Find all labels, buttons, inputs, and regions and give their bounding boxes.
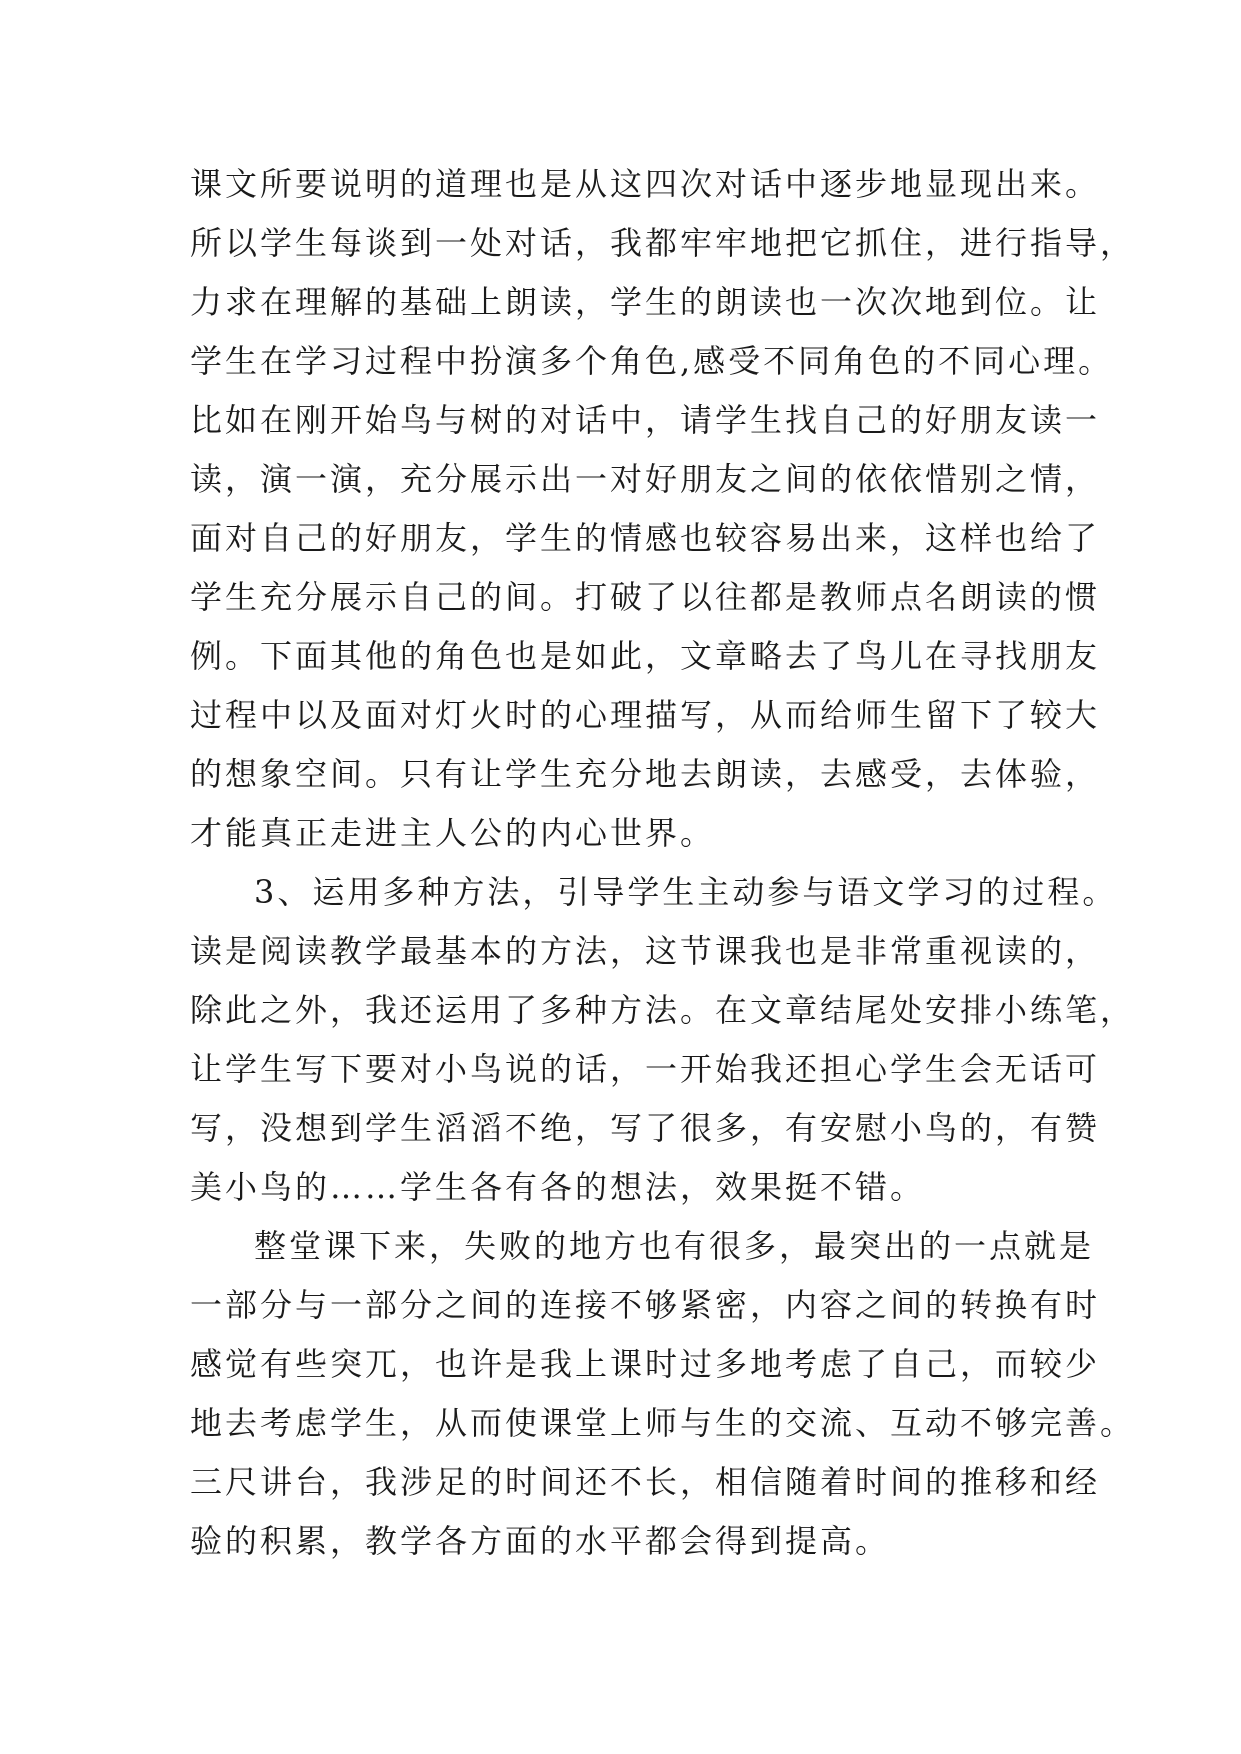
paragraph-1-line-8: 学生充分展示自己的间。打破了以往都是教师点名朗读的惯 (190, 578, 1101, 616)
paragraph-1-line-12: 才能真正走进主人公的内心世界。 (190, 814, 716, 852)
paragraph-1-line-2: 所以学生每谈到一处对话，我都牢牢地把它抓住，进行指导， (190, 224, 1136, 262)
paragraph-2-line-1: 3、运用多种方法，引导学生主动参与语文学习的过程。 (254, 873, 1118, 911)
paragraph-2-line-6: 美小鸟的……学生各有各的想法，效果挺不错。 (190, 1168, 926, 1206)
paragraph-2-line-2: 读是阅读教学最基本的方法，这节课我也是非常重视读的， (190, 932, 1101, 970)
paragraph-1-line-3: 力求在理解的基础上朗读，学生的朗读也一次次地到位。让 (190, 283, 1101, 321)
paragraph-1-line-11: 的想象空间。只有让学生充分地去朗读，去感受，去体验， (190, 755, 1101, 793)
paragraph-3-line-1: 整堂课下来，失败的地方也有很多，最突出的一点就是 (254, 1227, 1095, 1265)
paragraph-3-line-4: 地去考虑学生，从而使课堂上师与生的交流、互动不够完善。 (190, 1404, 1136, 1442)
paragraph-1-line-6: 读，演一演，充分展示出一对好朋友之间的依依惜别之情， (190, 460, 1101, 498)
paragraph-1-line-9: 例。下面其他的角色也是如此，文章略去了鸟儿在寻找朋友 (190, 637, 1101, 675)
paragraph-2-line-5: 写，没想到学生滔滔不绝，写了很多，有安慰小鸟的，有赞 (190, 1109, 1101, 1147)
paragraph-1-line-7: 面对自己的好朋友，学生的情感也较容易出来，这样也给了 (190, 519, 1101, 557)
paragraph-3-line-6: 验的积累，教学各方面的水平都会得到提高。 (190, 1522, 891, 1560)
paragraph-1-line-4: 学生在学习过程中扮演多个角色,感受不同角色的不同心理。 (190, 342, 1114, 380)
paragraph-1-line-5: 比如在刚开始鸟与树的对话中，请学生找自己的好朋友读一 (190, 401, 1101, 439)
paragraph-3-line-3: 感觉有些突兀，也许是我上课时过多地考虑了自己，而较少 (190, 1345, 1101, 1383)
paragraph-2-line-3: 除此之外，我还运用了多种方法。在文章结尾处安排小练笔， (190, 991, 1136, 1029)
paragraph-1-line-1: 课文所要说明的道理也是从这四次对话中逐步地显现出来。 (190, 165, 1101, 203)
paragraph-3-line-5: 三尺讲台，我涉足的时间还不长，相信随着时间的推移和经 (190, 1463, 1101, 1501)
document-body (190, 155, 1136, 1571)
paragraph-3-line-2: 一部分与一部分之间的连接不够紧密，内容之间的转换有时 (190, 1286, 1101, 1324)
paragraph-2-line-4: 让学生写下要对小鸟说的话，一开始我还担心学生会无话可 (190, 1050, 1101, 1088)
paragraph-1-line-10: 过程中以及面对灯火时的心理描写，从而给师生留下了较大 (190, 696, 1101, 734)
